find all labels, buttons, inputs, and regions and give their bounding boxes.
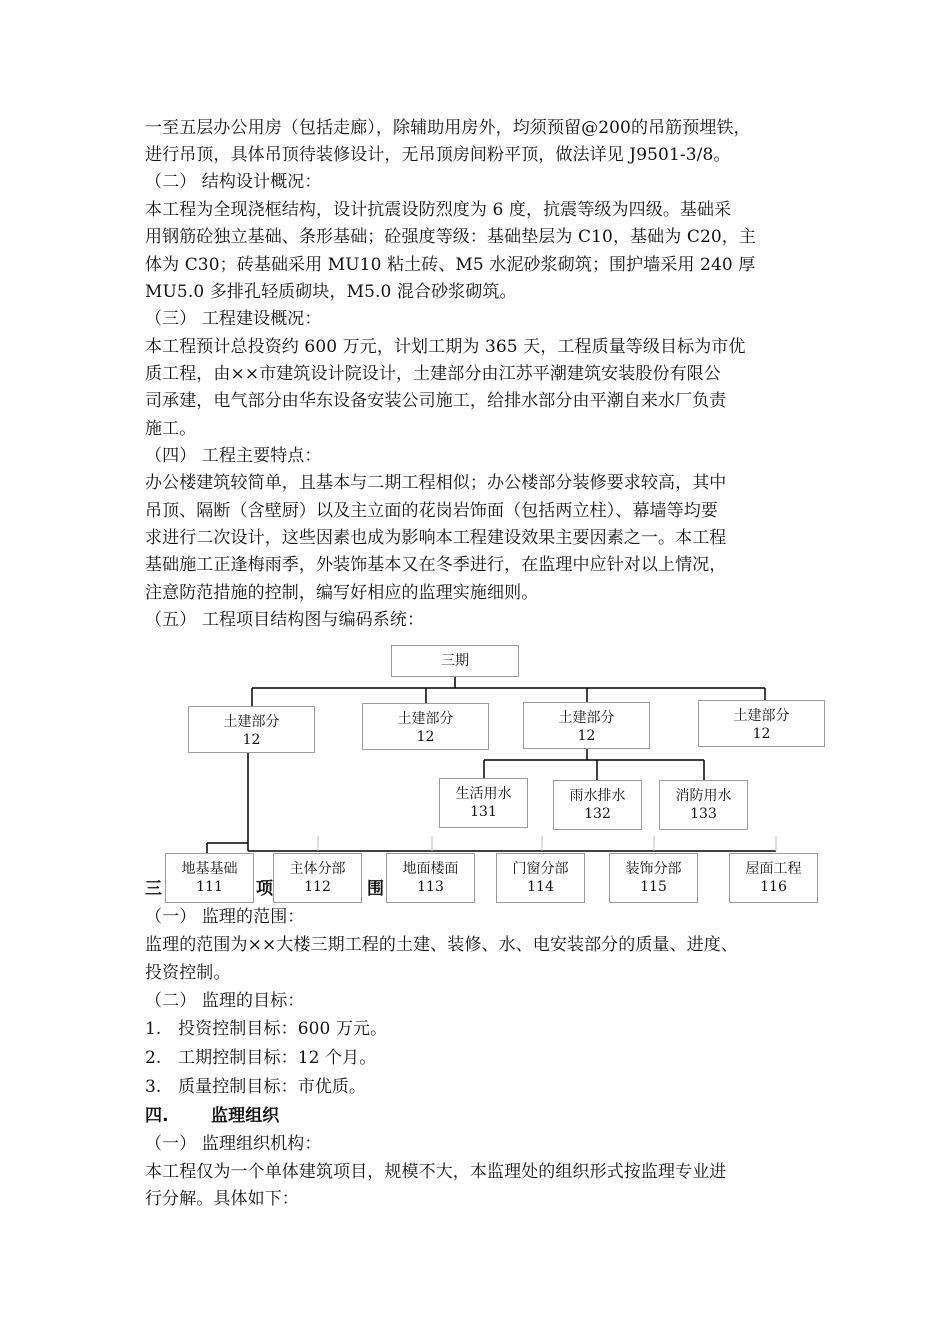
section-heading: （一） 监理的范围： — [145, 907, 305, 927]
node-label: 雨水排水 — [569, 788, 626, 804]
node-label: 装饰分部 — [625, 861, 682, 877]
section-heading: （五） 工程项目结构图与编码系统： — [145, 610, 425, 630]
heading-fragment: 项 — [256, 879, 273, 899]
node-code: 111 — [196, 879, 223, 895]
paragraph-line: 求进行二次设计，这些因素也成为影响本工程建设效果主要因素之一。本工程 — [145, 528, 727, 548]
paragraph-line: 进行吊顶，具体吊顶待装修设计，无吊顶房间粉平顶，做法详见 J9501-3/8。 — [145, 145, 731, 165]
chart-node — [698, 700, 825, 747]
section-heading: （二） 结构设计概况： — [145, 172, 322, 192]
node-label: 土建部分 — [733, 708, 790, 724]
paragraph-line: 监理的范围为××大楼三期工程的土建、装修、水、电安装部分的质量、进度、 — [145, 935, 738, 955]
chart-node — [609, 853, 698, 903]
paragraph-line: 本工程为全现浇框结构，设计抗震设防烈度为 6 度，抗震等级为四级。基础采 — [145, 200, 732, 220]
heading-fragment: 围 — [367, 879, 384, 899]
chart-node — [362, 703, 489, 750]
list-text: 工期控制目标：12 个月。 — [178, 1048, 377, 1068]
node-label: 主体分部 — [289, 861, 346, 877]
node-label: 生活用水 — [455, 786, 512, 802]
chart-node — [165, 853, 254, 903]
list-text: 质量控制目标：市优质。 — [178, 1077, 367, 1097]
node-label: 土建部分 — [397, 711, 454, 727]
node-label: 消防用水 — [675, 788, 732, 804]
chart-node-root — [391, 645, 519, 677]
paragraph-line: 体为 C30；砖基础采用 MU10 粘土砖、M5 水泥砂浆砌筑；围护墙采用 240 厚 — [145, 255, 756, 275]
paragraph-line: 投资控制。 — [145, 963, 231, 983]
chart-node — [659, 780, 748, 830]
paragraph-line: 一至五层办公用房（包括走廊），除辅助用房外，均须预留@200的吊筋预埋铁， — [145, 118, 751, 138]
chapter-number: 四. — [145, 1106, 169, 1126]
node-label: 土建部分 — [223, 714, 280, 730]
list-item — [145, 1077, 366, 1097]
node-label: 地基基础 — [181, 861, 238, 877]
chart-node — [553, 780, 642, 830]
chart-node — [729, 853, 818, 903]
node-code: 113 — [417, 879, 444, 895]
chart-node — [496, 853, 585, 903]
paragraph-line: 质工程，由××市建筑设计院设计，土建部分由江苏平潮建筑安装股份有限公 — [145, 364, 721, 384]
node-code: 133 — [690, 806, 717, 822]
heading-fragment: 三 — [145, 879, 162, 899]
node-code: 12 — [752, 726, 771, 742]
node-code: 12 — [416, 729, 435, 745]
node-label: 地面楼面 — [402, 861, 459, 877]
paragraph-line: 司承建，电气部分由华东设备安装公司施工，给排水部分由平潮自来水厂负责 — [145, 391, 727, 411]
section-heading: （三） 工程建设概况： — [145, 309, 322, 329]
list-text: 投资控制目标：600 万元。 — [178, 1019, 388, 1039]
chart-node — [386, 853, 475, 903]
list-number: 1. — [145, 1019, 162, 1039]
paragraph-line: 用钢筋砼独立基础、条形基础；砼强度等级：基础垫层为 C10，基础为 C20，主 — [145, 227, 756, 247]
node-code: 112 — [304, 879, 331, 895]
chart-node — [523, 702, 650, 749]
list-number: 2. — [145, 1048, 162, 1068]
list-number: 3. — [145, 1077, 162, 1097]
section-heading: （一） 监理组织机构： — [145, 1134, 322, 1154]
node-code: 114 — [527, 879, 554, 895]
list-item — [145, 1019, 387, 1039]
node-code: 116 — [760, 879, 787, 895]
paragraph-line: 施工。 — [145, 419, 197, 439]
node-label: 门窗分部 — [512, 861, 569, 877]
section-heading: （二） 监理的目标： — [145, 991, 305, 1011]
node-label: 三期 — [441, 653, 469, 669]
chapter-heading — [145, 1106, 279, 1126]
paragraph-line: 本工程仅为一个单体建筑项目，规模不大，本监理处的组织形式按监理专业进 — [145, 1162, 727, 1182]
chart-node — [188, 706, 315, 753]
paragraph-line: 吊顶、隔断（含壁厨）以及主立面的花岗岩饰面（包括两立柱）、幕墙等均要 — [145, 501, 718, 521]
node-code: 12 — [577, 728, 596, 744]
paragraph-line: MU5.0 多排孔轻质砌块，M5.0 混合砂浆砌筑。 — [145, 282, 517, 302]
node-code: 12 — [242, 732, 261, 748]
node-label: 土建部分 — [558, 710, 615, 726]
paragraph-line: 基础施工正逢梅雨季，外装饰基本又在冬季进行，在监理中应针对以上情况， — [145, 555, 727, 575]
node-code: 132 — [584, 806, 611, 822]
node-code: 115 — [640, 879, 667, 895]
paragraph-line: 注意防范措施的控制，编写好相应的监理实施细则。 — [145, 583, 539, 603]
list-item — [145, 1048, 376, 1068]
section-heading: （四） 工程主要特点： — [145, 446, 322, 466]
chapter-title: 监理组织 — [211, 1106, 280, 1126]
chart-node — [439, 778, 528, 828]
node-label: 屋面工程 — [745, 861, 802, 877]
paragraph-line: 本工程预计总投资约 600 万元，计划工期为 365 天，工程质量等级目标为市优 — [145, 337, 746, 357]
chart-node — [273, 853, 362, 903]
paragraph-line: 行分解。具体如下： — [145, 1189, 299, 1209]
node-code: 131 — [470, 804, 497, 820]
paragraph-line: 办公楼建筑较简单，且基本与二期工程相似；办公楼部分装修要求较高，其中 — [145, 473, 727, 493]
